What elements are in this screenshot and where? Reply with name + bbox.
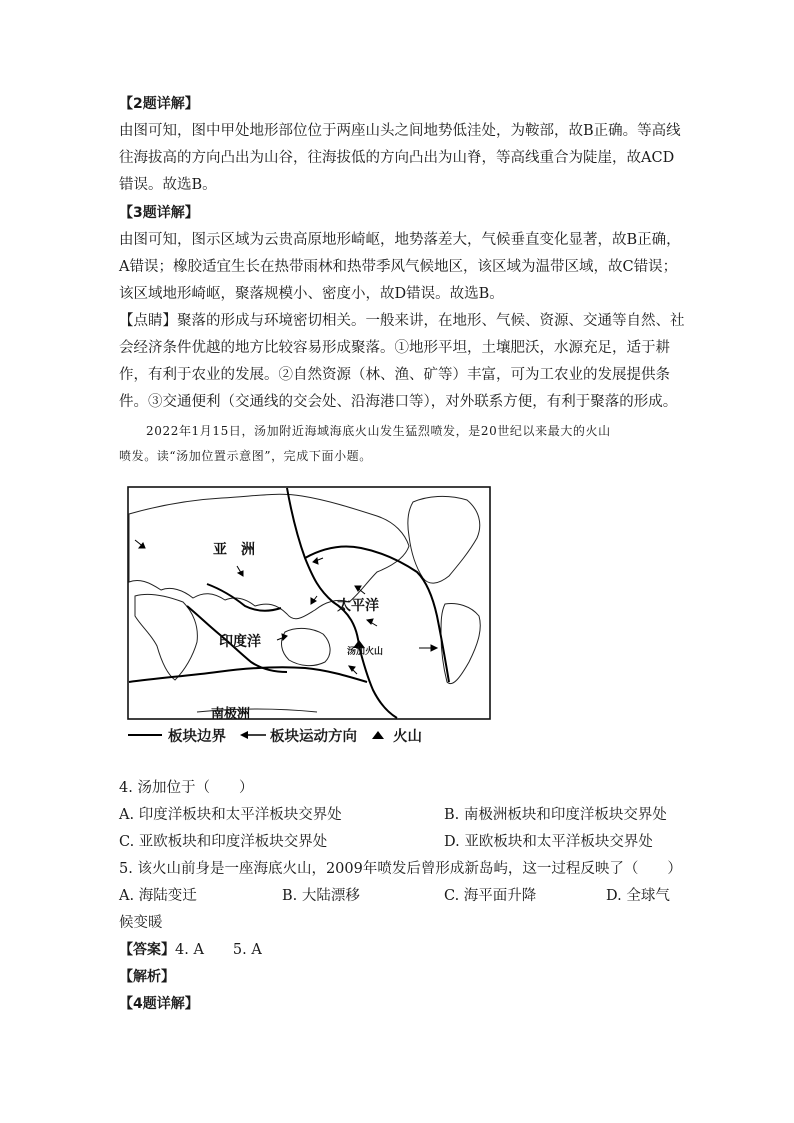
tip-line-3: 作，有利于农业的发展。②自然资源（林、渔、矿等）丰富，可为工农业的发展提供条	[119, 367, 670, 383]
label-tonga-volcano: 汤加火山	[347, 647, 384, 657]
legend-boundary	[128, 725, 226, 746]
q4-option-d: D. 亚欧板块和太平洋板块交界处	[444, 834, 653, 850]
label-indian-ocean: 印度洋	[219, 634, 261, 650]
q4-stem: 4. 汤加位于（ ）	[119, 780, 254, 796]
label-antarctica: 南极洲	[211, 707, 251, 720]
q3-line-2: A错误；橡胶适宜生长在热带雨林和热带季风气候地区，该区域为温带区域，故C错误；	[119, 259, 678, 275]
q3-line-3: 该区域地形崎岖，聚落规模小、密度小，故D错误。故选B。	[119, 286, 504, 302]
q5-option-d-wrap: 候变暖	[119, 915, 163, 931]
q5-option-a: A. 海陆变迁	[119, 888, 197, 904]
legend-volcano	[371, 725, 422, 746]
tonga-location-map	[127, 486, 491, 720]
q2-line-3: 错误。故选B。	[119, 177, 217, 193]
q4-option-a: A. 印度洋板块和太平洋板块交界处	[119, 807, 342, 823]
q4-header: 【4题详解】	[119, 996, 199, 1012]
q3-line-1: 由图可知，图示区域为云贵高原地形崎岖，地势落差大，气候垂直变化显著，故B正确，	[119, 232, 681, 248]
legend-motion	[240, 725, 357, 746]
arrow-left-icon	[240, 730, 266, 740]
q2-header: 【2题详解】	[119, 96, 199, 112]
boundary-line-icon	[128, 732, 162, 738]
intro-line-2: 喷发。读“汤加位置示意图”，完成下面小题。	[119, 449, 372, 463]
q5-option-c: C. 海平面升降	[444, 888, 537, 904]
analysis-label: 【解析】	[119, 969, 175, 985]
legend-motion-label: 板块运动方向	[270, 728, 357, 745]
q5-stem: 5. 该火山前身是一座海底火山，2009年喷发后曾形成新岛屿，这一过程反映了（ ）	[119, 861, 682, 877]
volcano-icon	[371, 730, 385, 740]
q2-line-1: 由图可知，图中甲处地形部位位于两座山头之间地势低洼处，为鞍部，故B正确。等高线	[119, 123, 681, 139]
q4-option-c: C. 亚欧板块和印度洋板块交界处	[119, 834, 328, 850]
map-legend	[128, 724, 436, 746]
answer-value: 4. A 5. A	[175, 942, 262, 958]
tip-line-4: 件。③交通便利（交通线的交会处、沿海港口等），对外联系方便，有利于聚落的形成。	[119, 394, 678, 410]
q4-option-b: B. 南极洲板块和印度洋板块交界处	[444, 807, 667, 823]
answer-label: 【答案】	[119, 942, 175, 958]
tip-line-2: 会经济条件优越的地方比较容易形成聚落。①地形平坦，土壤肥沃，水源充足，适于耕	[119, 340, 670, 356]
q5-option-d: D. 全球气	[606, 888, 670, 904]
label-asia: 亚 洲	[213, 542, 255, 558]
answer-line	[119, 937, 679, 963]
q2-line-2: 往海拔高的方向凸出为山谷，往海拔低的方向凸出为山脊，等高线重合为陡崖，故ACD	[119, 150, 675, 166]
q5-option-b: B. 大陆漂移	[282, 888, 360, 904]
q3-header: 【3题详解】	[119, 205, 199, 221]
label-pacific: 太平洋	[337, 598, 379, 614]
legend-boundary-label: 板块边界	[168, 728, 226, 745]
intro-line-1: 2022年1月15日，汤加附近海域海底火山发生猛烈喷发，是20世纪以来最大的火山	[146, 424, 611, 438]
legend-volcano-label: 火山	[393, 728, 422, 745]
tip-line-1: 【点睛】聚落的形成与环境密切相关。一般来讲，在地形、气候、资源、交通等自然、社	[119, 313, 685, 329]
